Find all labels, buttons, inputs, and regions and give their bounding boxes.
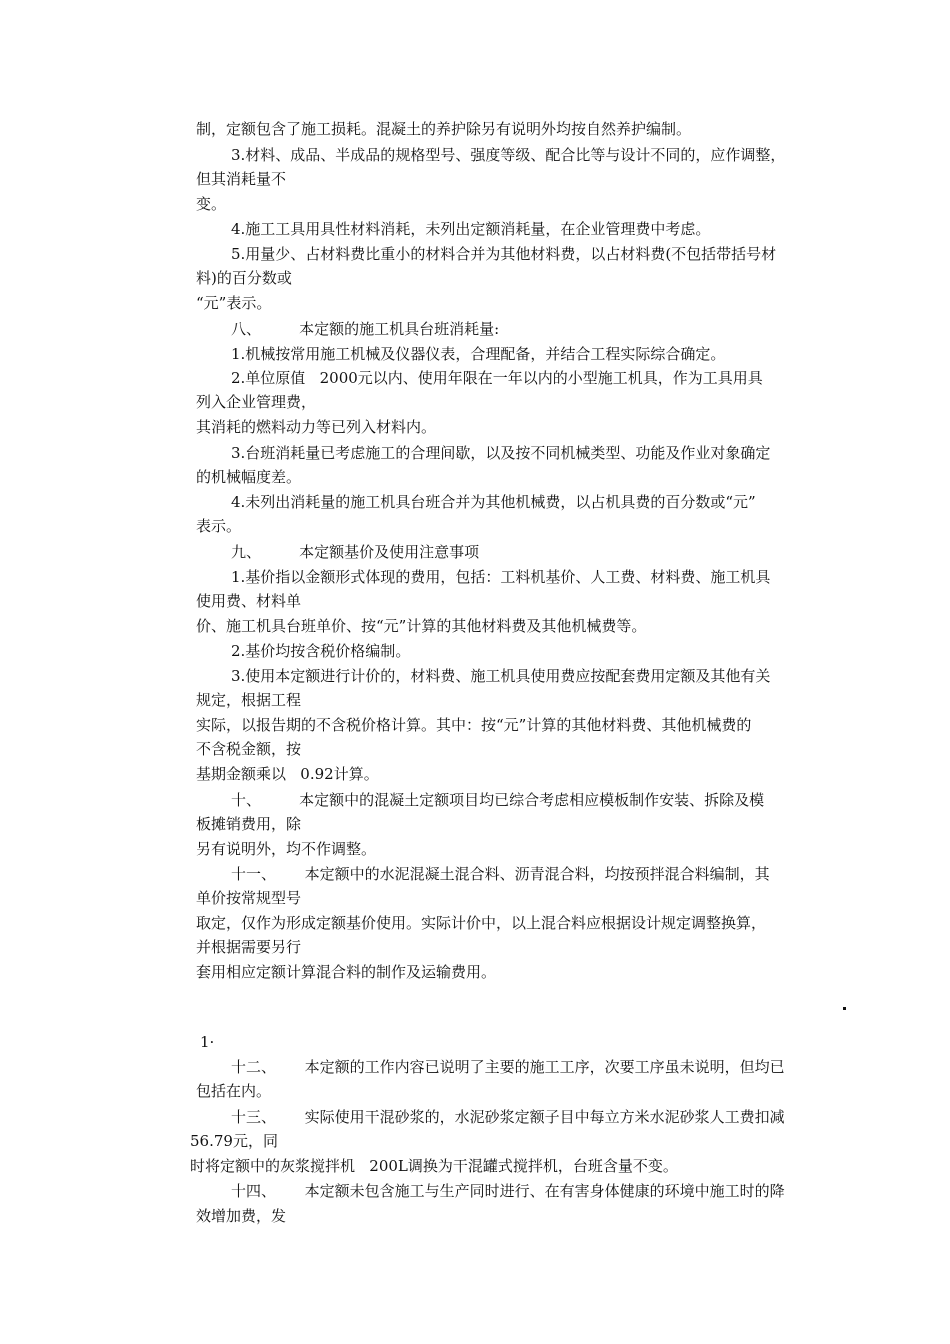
section-heading: 八、 本定额的施工机具台班消耗量:: [231, 320, 500, 338]
text-line: 56.79元，同: [190, 1132, 278, 1150]
text-line: 单价按常规型号: [196, 889, 302, 907]
text-line: 基期金额乘以 0.92计算。: [196, 765, 379, 783]
text-line: 并根据需要另行: [196, 938, 302, 956]
text-line: 2.基价均按含税价格编制。: [231, 642, 411, 660]
text-line: 另有说明外，均不作调整。: [196, 840, 377, 858]
section-heading: 十四、 本定额未包含施工与生产同时进行、在有害身体健康的环境中施工时的降: [231, 1182, 785, 1200]
text-line: 的机械幅度差。: [196, 468, 302, 486]
text-line: 1.基价指以金额形式体现的费用，包括：工料机基价、人工费、材料费、施工机具: [231, 568, 771, 586]
text-line: 包括在内。: [196, 1082, 272, 1100]
text-line: 3.使用本定额进行计价的，材料费、施工机具使用费应按配套费用定额及其他有关: [231, 667, 771, 685]
text-line: 4.施工工具用具性材料消耗，未列出定额消耗量，在企业管理费中考虑。: [231, 220, 711, 238]
text-line: 效增加费，发: [196, 1207, 287, 1225]
text-line: 5.用量少、占材料费比重小的材料合并为其他材料费，以占材料费(不包括带括号材: [231, 245, 777, 263]
text-line: “元”表示。: [196, 294, 272, 312]
text-line: 板摊销费用，除: [196, 815, 302, 833]
text-line: 3.台班消耗量已考虑施工的合理间歇，以及按不同机械类型、功能及作业对象确定: [231, 444, 771, 462]
section-heading: 九、 本定额基价及使用注意事项: [231, 543, 480, 561]
text-line: 变。: [196, 195, 227, 213]
text-line: 3.材料、成品、半成品的规格型号、强度等级、配合比等与设计不同的，应作调整，: [231, 146, 786, 164]
text-line: 实际，以报告期的不含税价格计算。其中：按“元”计算的其他材料费、其他机械费的: [196, 716, 752, 734]
section-heading: 十、 本定额中的混凝土定额项目均已综合考虑相应模板制作安装、拆除及模: [231, 791, 765, 809]
text-line: 列入企业管理费，: [196, 393, 317, 411]
section-heading: 十二、 本定额的工作内容已说明了主要的施工工序，次要工序虽未说明，但均已: [231, 1058, 785, 1076]
text-line: 1.机械按常用施工机械及仪器仪表，合理配备，并结合工程实际综合确定。: [231, 345, 726, 363]
text-line: 规定，根据工程: [196, 691, 302, 709]
section-heading: 十三、 实际使用干混砂浆的，水泥砂浆定额子目中每立方米水泥砂浆人工费扣减: [231, 1108, 785, 1126]
text-line: 4.未列出消耗量的施工机具台班合并为其他机械费，以占机具费的百分数或“元”: [231, 493, 756, 511]
text-line: 其消耗的燃料动力等已列入材料内。: [196, 418, 437, 436]
text-line: 不含税金额，按: [196, 740, 302, 758]
text-line: 使用费、材料单: [196, 592, 302, 610]
page-number: 1·: [200, 1033, 215, 1051]
text-line: 价、施工机具台班单价、按“元”计算的其他材料费及其他机械费等。: [196, 617, 647, 635]
text-line: 时将定额中的灰浆搅拌机 200L调换为干混罐式搅拌机，台班含量不变。: [190, 1157, 678, 1175]
text-line: 制，定额包含了施工损耗。混凝土的养护除另有说明外均按自然养护编制。: [196, 120, 692, 138]
text-line: 但其消耗量不: [196, 170, 287, 188]
page-dot: [843, 1007, 846, 1010]
section-heading: 十一、 本定额中的水泥混凝土混合料、沥青混合料，均按预拌混合料编制，其: [231, 865, 770, 883]
text-line: 2.单位原值 2000元以内、使用年限在一年以内的小型施工机具，作为工具用具: [231, 369, 763, 387]
text-line: 料)的百分数或: [196, 269, 292, 287]
text-line: 套用相应定额计算混合料的制作及运输费用。: [196, 963, 497, 981]
text-line: 取定，仅作为形成定额基价使用。实际计价中，以上混合料应根据设计规定调整换算，: [196, 914, 767, 932]
text-line: 表示。: [196, 517, 242, 535]
